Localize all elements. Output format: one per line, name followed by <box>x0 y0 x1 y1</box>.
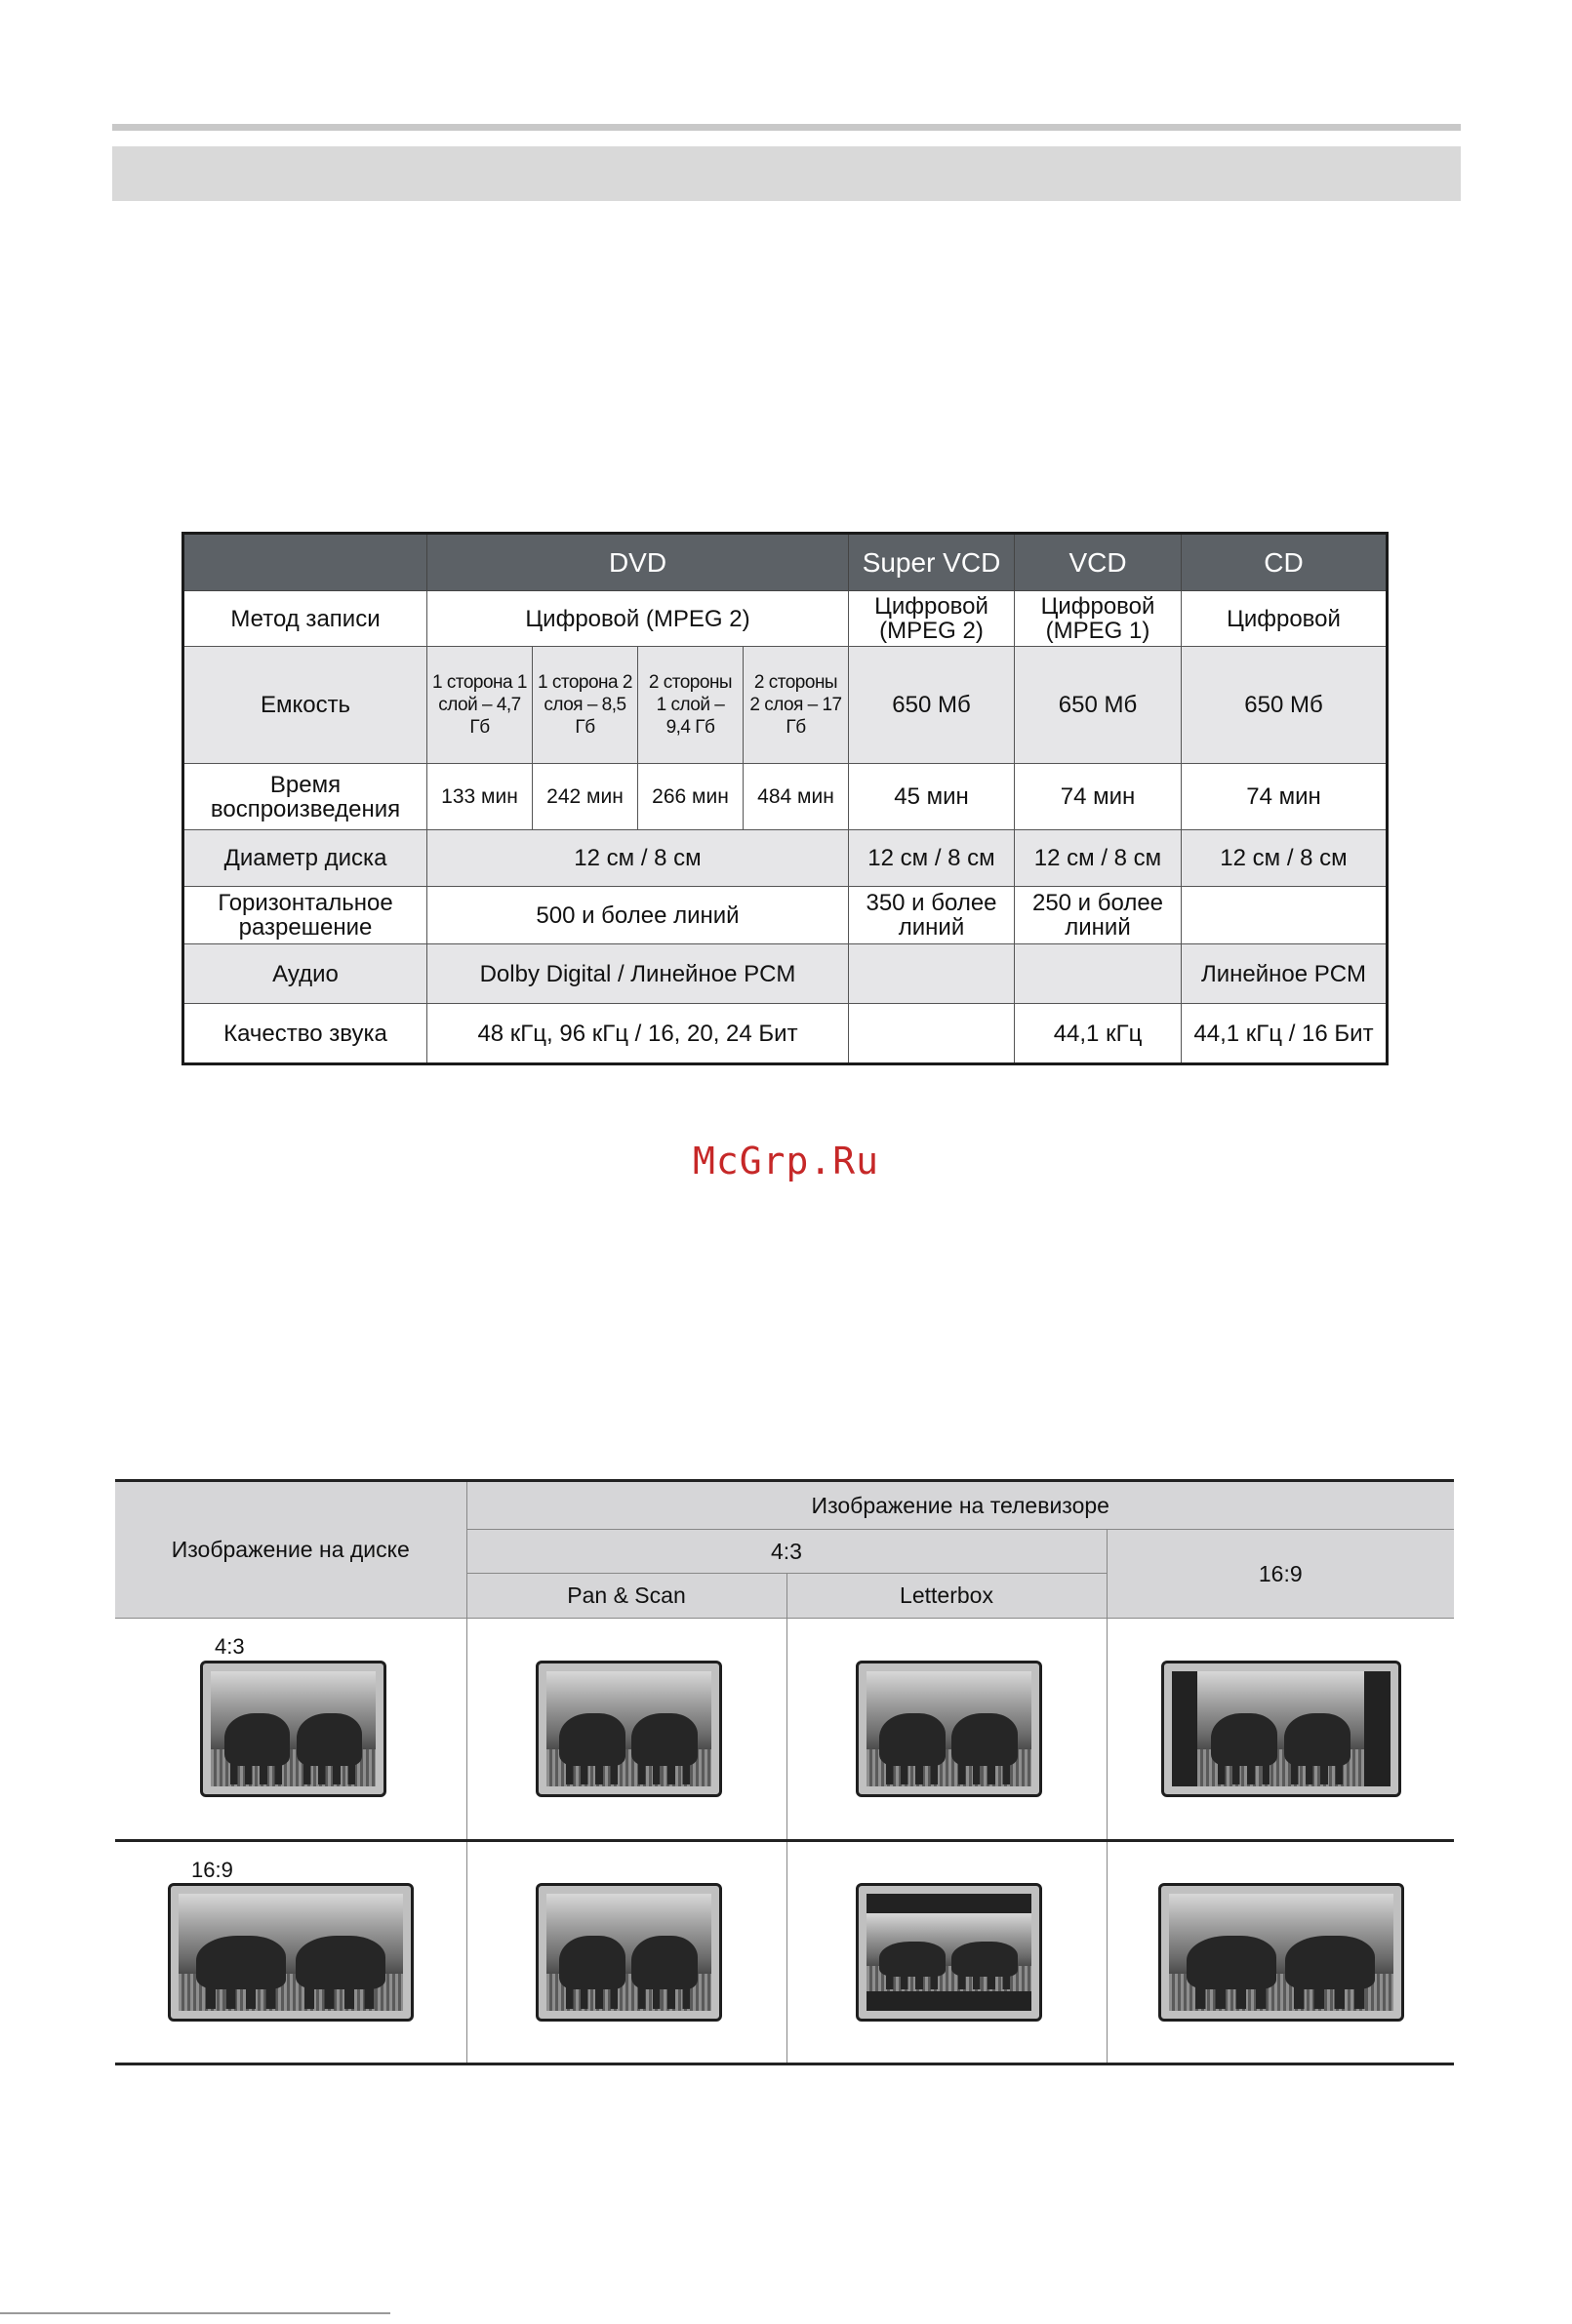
tv-image-header: Изображение на телевизоре <box>466 1481 1454 1530</box>
capacity-svcd: 650 Мб <box>849 647 1015 764</box>
tv-frame <box>168 1883 414 2022</box>
playtime-dvd-2: 242 мин <box>533 764 638 830</box>
row-label-capacity: Емкость <box>183 647 427 764</box>
playtime-dvd-4: 484 мин <box>744 764 849 830</box>
elephant-image <box>211 1671 376 1786</box>
capacity-dvd-2: 1 сторона 2 слоя – 8,5 Гб <box>533 647 638 764</box>
letterbox-image <box>867 1894 1031 2011</box>
sound-dvd: 48 кГц, 96 кГц / 16, 20, 24 Бит <box>427 1004 849 1064</box>
pillarbox-image <box>1172 1671 1391 1786</box>
playtime-svcd: 45 мин <box>849 764 1015 830</box>
playtime-cd: 74 мин <box>1182 764 1388 830</box>
elephant-image <box>546 1894 711 2011</box>
tv-43-header: 4:3 <box>466 1530 1107 1574</box>
watermark: McGrp.Ru <box>692 1140 880 1182</box>
row-label-169: 16:9 <box>191 1858 233 1882</box>
tv-169-header: 16:9 <box>1107 1530 1454 1619</box>
method-vcd: Цифровой (MPEG 1) <box>1015 591 1182 647</box>
audio-vcd <box>1015 944 1182 1004</box>
letterbox-169-cell <box>786 1841 1107 2064</box>
capacity-dvd-4: 2 стороны 2 слоя – 17 Гб <box>744 647 849 764</box>
disc-169-cell <box>115 1841 466 2064</box>
row-label-method: Метод записи <box>183 591 427 647</box>
header-vcd: VCD <box>1015 534 1182 591</box>
letterbox-header: Letterbox <box>786 1574 1107 1619</box>
row-label-diameter: Диаметр диска <box>183 830 427 887</box>
tv-frame <box>536 1661 722 1797</box>
pan-scan-header: Pan & Scan <box>466 1574 786 1619</box>
playtime-dvd-3: 266 мин <box>638 764 744 830</box>
tv-frame <box>856 1661 1042 1797</box>
row-label-resolution: Горизонтальное разрешение <box>183 887 427 944</box>
row-label-playtime: Время воспроизведения <box>183 764 427 830</box>
audio-cd: Линейное PCM <box>1182 944 1388 1004</box>
header-cd: CD <box>1182 534 1388 591</box>
diameter-cd: 12 см / 8 см <box>1182 830 1388 887</box>
elephant-image <box>179 1894 403 2011</box>
audio-svcd <box>849 944 1015 1004</box>
sound-vcd: 44,1 кГц <box>1015 1004 1182 1064</box>
elephant-image <box>1169 1894 1393 2011</box>
sound-cd: 44,1 кГц / 16 Бит <box>1182 1004 1388 1064</box>
diameter-dvd: 12 см / 8 см <box>427 830 849 887</box>
tv-frame <box>536 1883 722 2022</box>
elephant-image <box>867 1671 1031 1786</box>
resolution-svcd: 350 и более линий <box>849 887 1015 944</box>
resolution-dvd: 500 и более линий <box>427 887 849 944</box>
disc-image-header: Изображение на диске <box>115 1481 466 1619</box>
capacity-cd: 650 Мб <box>1182 647 1388 764</box>
audio-dvd: Dolby Digital / Линейное PCM <box>427 944 849 1004</box>
top-rule <box>112 124 1461 131</box>
tv-frame <box>1161 1661 1401 1797</box>
aspect-ratio-table-wrap <box>115 1479 1454 2065</box>
wide-43-cell <box>1107 1619 1454 1841</box>
elephant-image <box>546 1671 711 1786</box>
pan-scan-43-cell <box>466 1619 786 1841</box>
capacity-vcd: 650 Мб <box>1015 647 1182 764</box>
aspect-ratio-table <box>115 1479 1454 2065</box>
disc-43-cell <box>115 1619 466 1841</box>
capacity-dvd-1: 1 сторона 1 слой – 4,7 Гб <box>427 647 533 764</box>
header-band <box>112 146 1461 201</box>
diameter-svcd: 12 см / 8 см <box>849 830 1015 887</box>
sound-svcd <box>849 1004 1015 1064</box>
row-label-audio: Аудио <box>183 944 427 1004</box>
tv-frame <box>856 1883 1042 2022</box>
pan-scan-169-cell <box>466 1841 786 2064</box>
letterbox-43-cell <box>786 1619 1107 1841</box>
resolution-vcd: 250 и более линий <box>1015 887 1182 944</box>
resolution-cd <box>1182 887 1388 944</box>
header-svcd: Super VCD <box>849 534 1015 591</box>
wide-169-cell <box>1107 1841 1454 2064</box>
row-label-sound: Качество звука <box>183 1004 427 1064</box>
header-empty <box>183 534 427 591</box>
method-svcd: Цифровой (MPEG 2) <box>849 591 1015 647</box>
playtime-vcd: 74 мин <box>1015 764 1182 830</box>
capacity-dvd-3: 2 стороны 1 слой – 9,4 Гб <box>638 647 744 764</box>
footer-rule <box>0 2312 390 2314</box>
disc-spec-table <box>181 532 1389 1065</box>
row-label-43: 4:3 <box>215 1634 245 1659</box>
method-dvd: Цифровой (MPEG 2) <box>427 591 849 647</box>
tv-frame <box>200 1661 386 1797</box>
diameter-vcd: 12 см / 8 см <box>1015 830 1182 887</box>
method-cd: Цифровой <box>1182 591 1388 647</box>
playtime-dvd-1: 133 мин <box>427 764 533 830</box>
header-dvd: DVD <box>427 534 849 591</box>
tv-frame <box>1158 1883 1404 2022</box>
